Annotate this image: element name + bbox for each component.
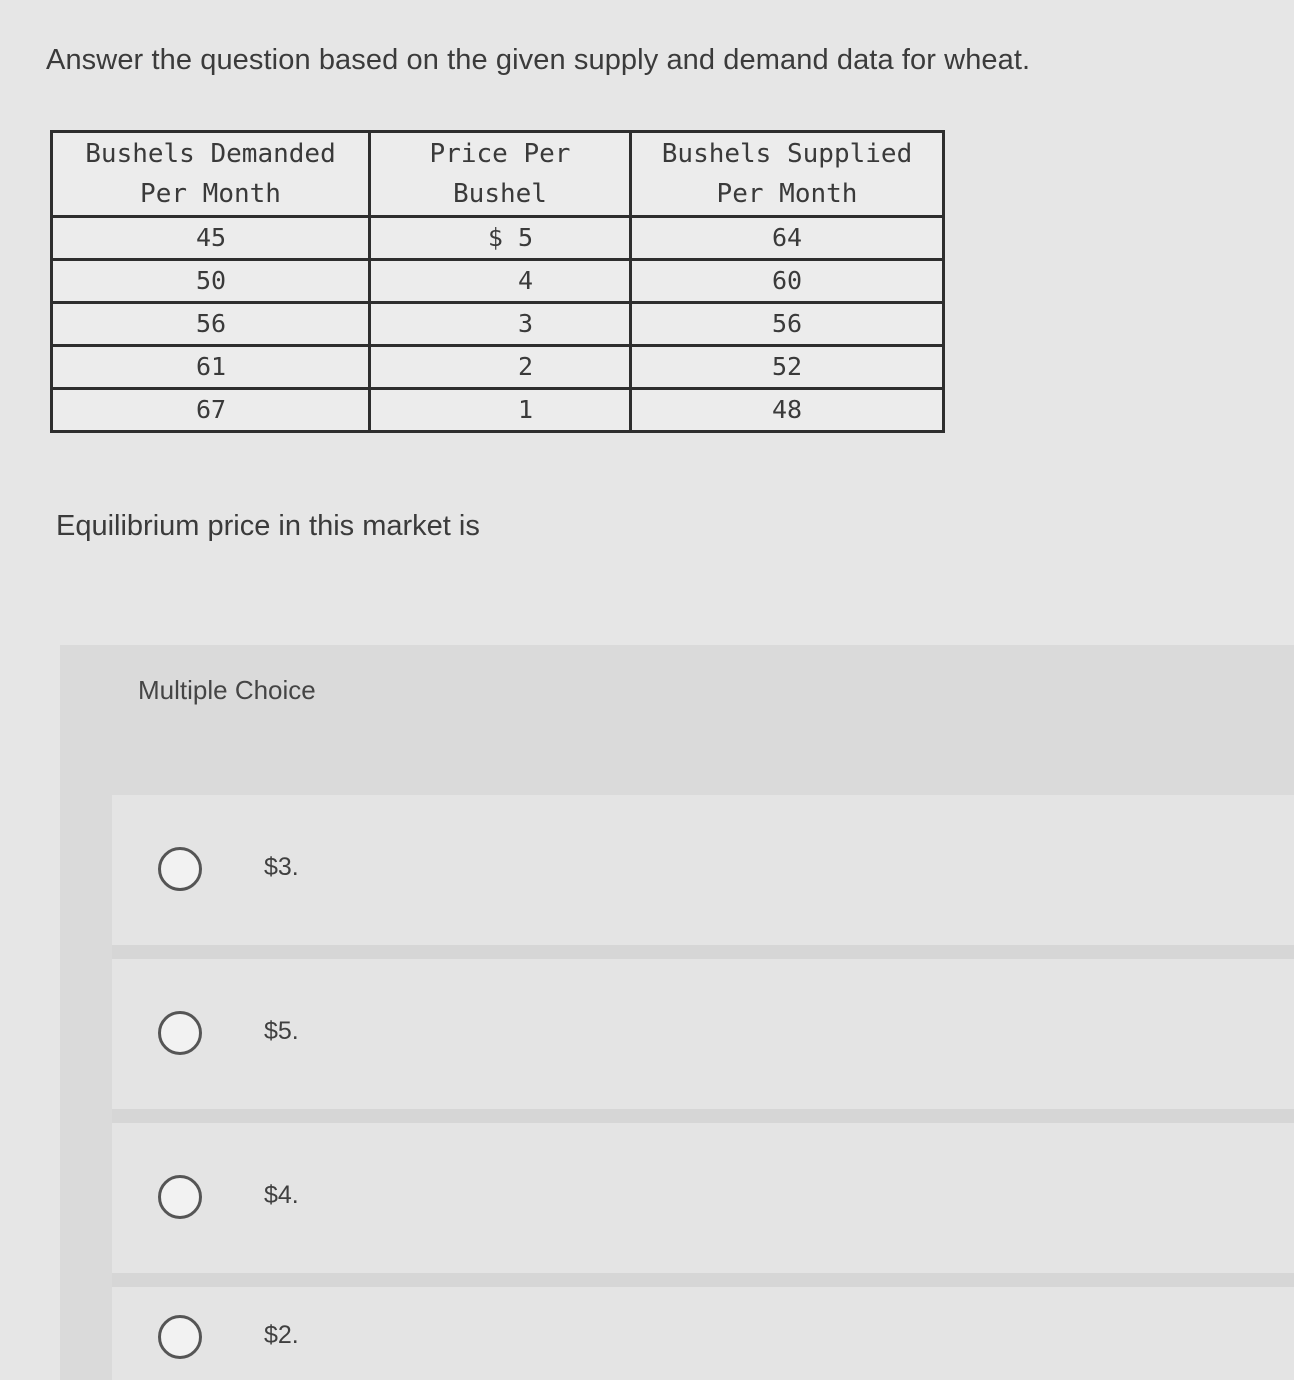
header-price-per-bushel [370,132,631,217]
radio-button-icon[interactable] [158,847,202,891]
cell-demanded: 67 [52,389,370,432]
cell-demanded: 50 [52,260,370,303]
cell-price: $ 5 [370,217,631,260]
answer-option-4[interactable] [112,1285,1294,1380]
multiple-choice-header: Multiple Choice [138,675,316,705]
answer-options-list [112,795,1294,1380]
cell-demanded: 61 [52,346,370,389]
cell-price: 1 [370,389,631,432]
table-row [52,217,944,260]
radio-button-icon[interactable] [158,1011,202,1055]
cell-demanded: 45 [52,217,370,260]
radio-button-icon[interactable] [158,1175,202,1219]
table-row [52,346,944,389]
answer-option-label[interactable]: $3. [264,853,299,881]
header-demanded-line2: Per Month [140,179,281,209]
table-row [52,260,944,303]
radio-button-icon[interactable] [158,1315,202,1359]
cell-price: 2 [370,346,631,389]
cell-supplied: 52 [631,346,944,389]
answer-option-3[interactable] [112,1123,1294,1273]
question-text: Answer the question based on the given supply and demand data for wheat. [46,44,1031,76]
answer-option-label[interactable]: $4. [264,1181,299,1209]
question-prompt: Equilibrium price in this market is [56,510,480,542]
header-bushels-demanded [52,132,370,217]
cell-supplied: 56 [631,303,944,346]
header-demanded-line1: Bushels Demanded [85,139,336,169]
header-bushels-supplied [631,132,944,217]
table-header-row [52,132,944,217]
header-supplied-line1: Bushels Supplied [661,139,913,169]
table-row [52,303,944,346]
cell-supplied: 64 [631,217,944,260]
answer-option-label[interactable]: $5. [264,1017,299,1045]
answer-option-1[interactable] [112,795,1294,945]
header-price-line1: Price Per [429,139,571,169]
cell-demanded: 56 [52,303,370,346]
option-divider [112,945,1294,959]
multiple-choice-panel [60,645,1294,1380]
header-price-line2: Bushel [453,179,547,209]
cell-price: 3 [370,303,631,346]
supply-demand-table [50,130,945,433]
cell-price: 4 [370,260,631,303]
cell-supplied: 48 [631,389,944,432]
answer-option-label[interactable]: $2. [264,1321,299,1349]
cell-supplied: 60 [631,260,944,303]
answer-option-2[interactable] [112,959,1294,1109]
option-divider [112,1109,1294,1123]
header-supplied-line2: Per Month [716,179,858,209]
table-row [52,389,944,432]
